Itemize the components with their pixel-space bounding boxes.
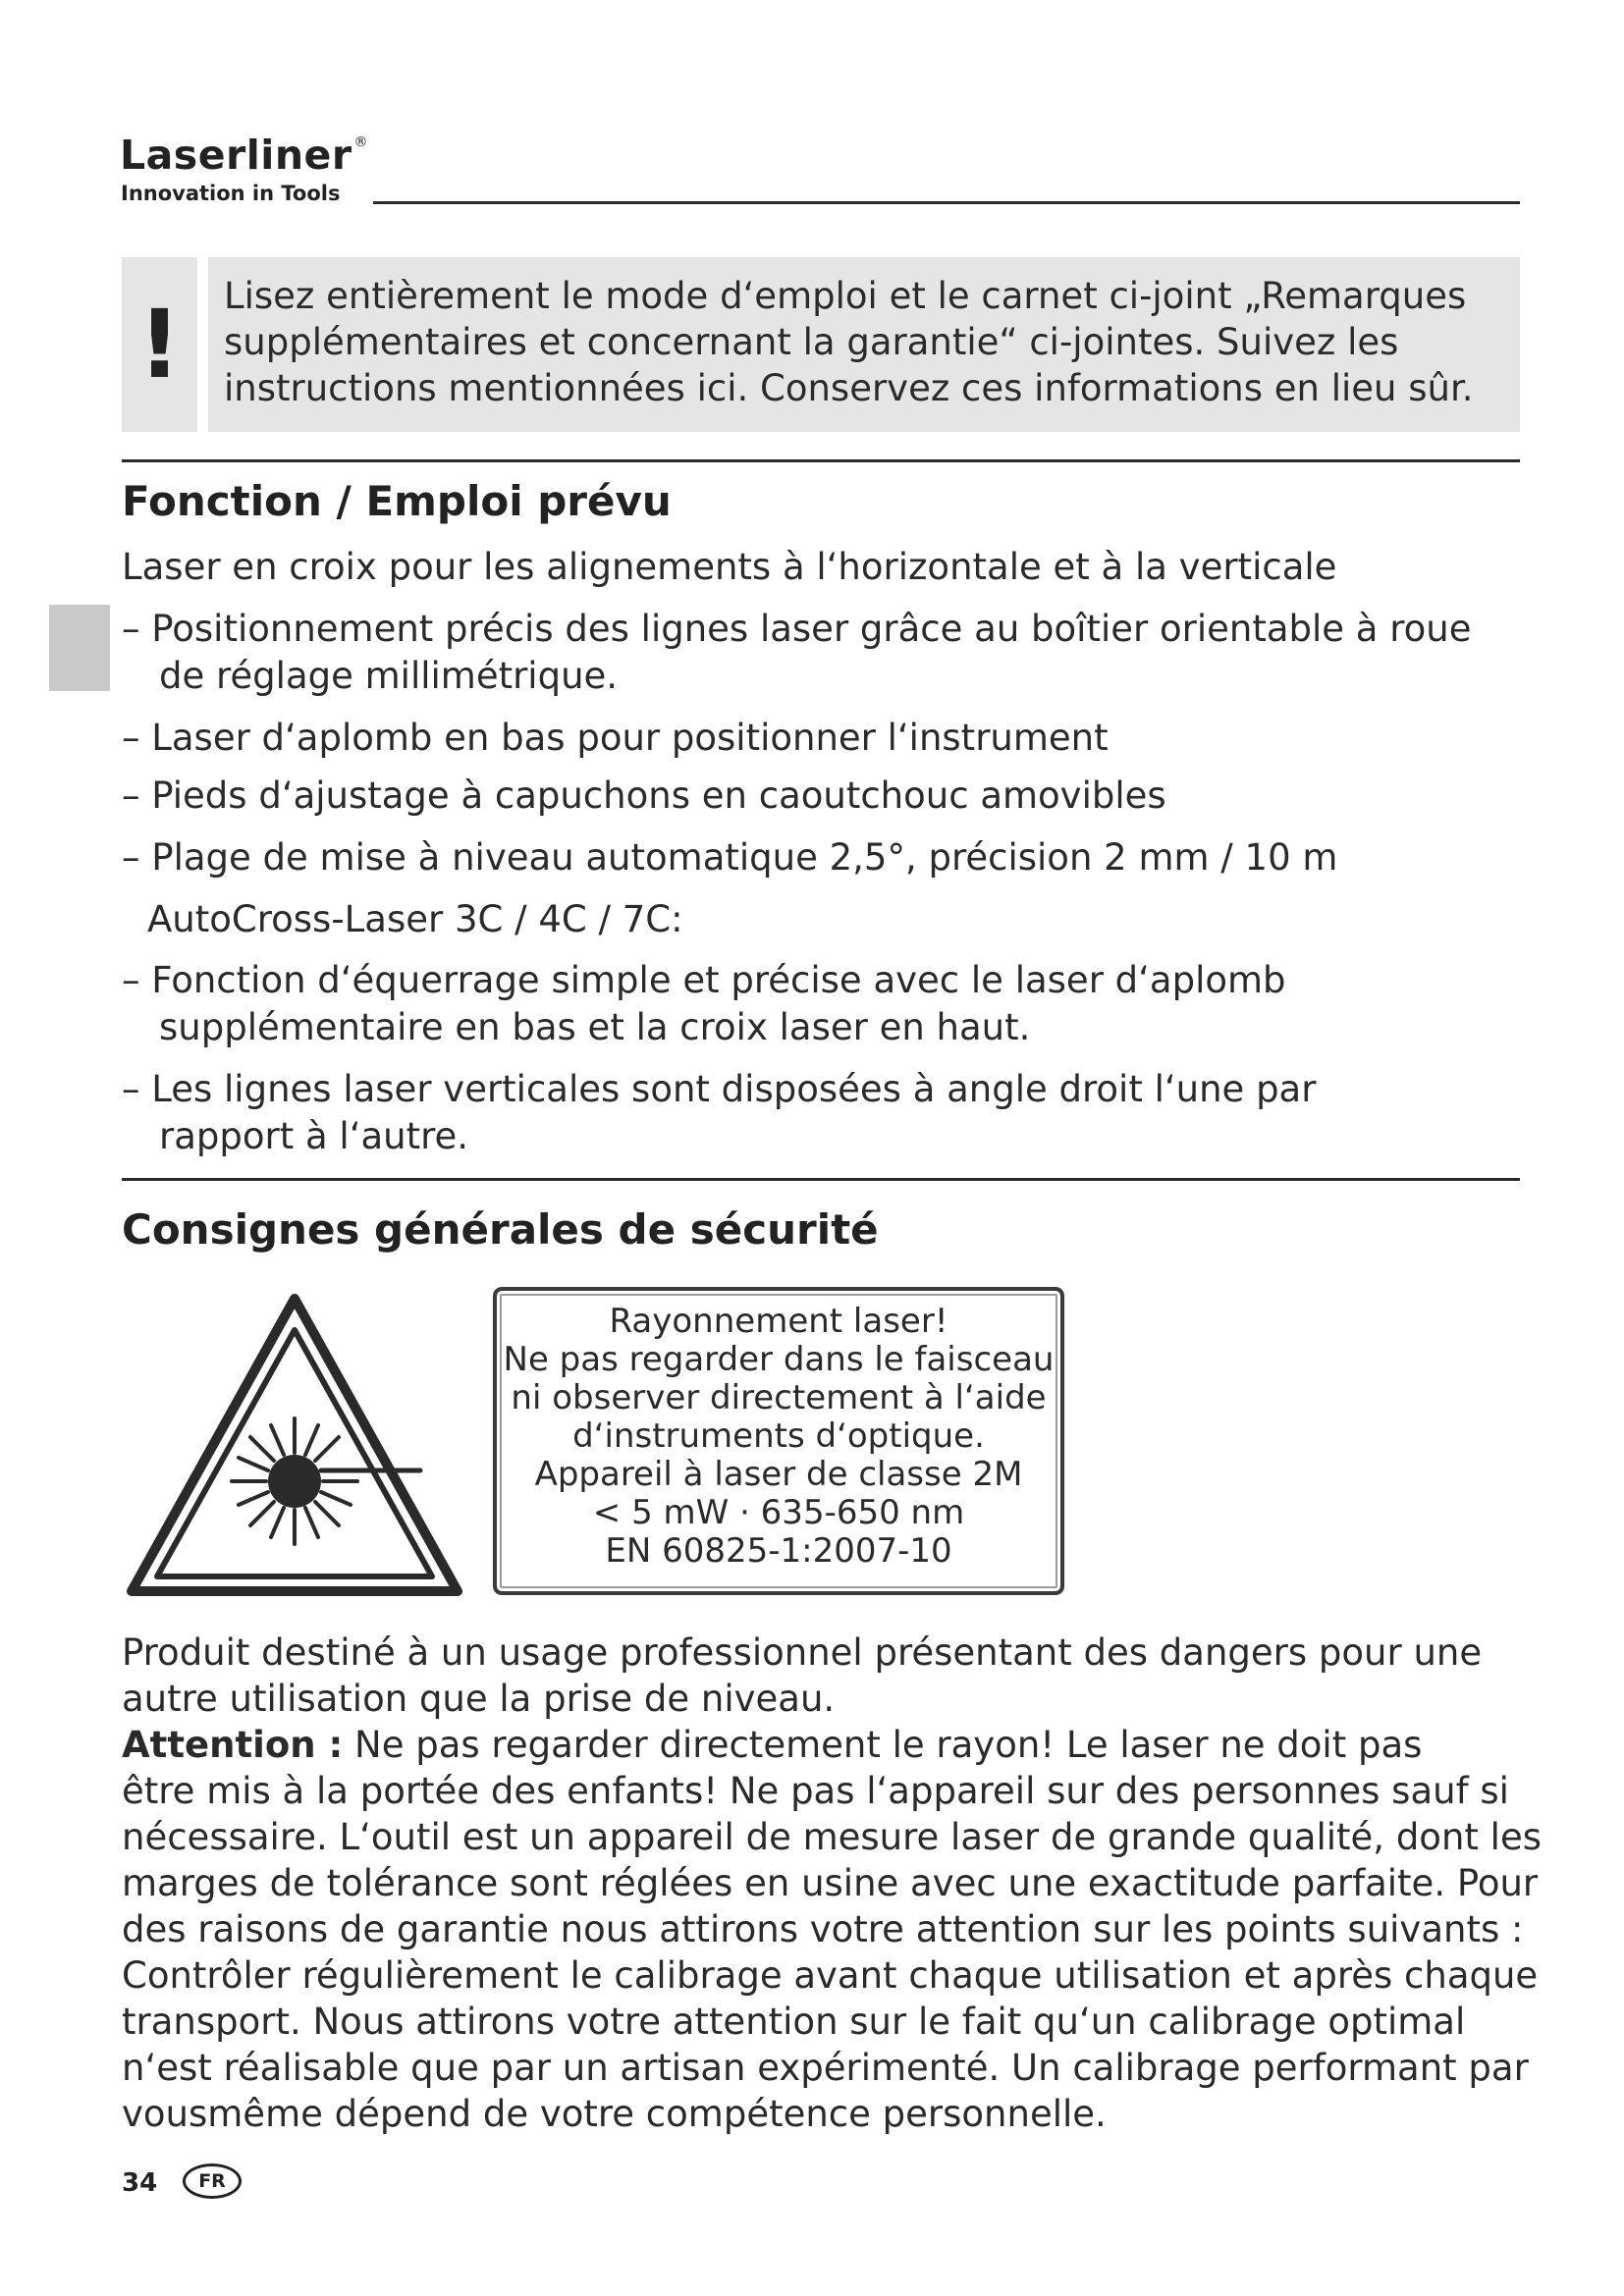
paragraph-line: marges de tolérance sont réglées en usine avec une exactitude parfaite. Pour	[122, 1862, 1539, 1904]
paragraph-line: transport. Nous attirons votre attention sur le fait qu‘un calibrage optimal	[122, 2001, 1466, 2043]
intro-text: Laser en croix pour les alignements à l‘horizontale et à la verticale	[122, 546, 1337, 588]
list-item-continuation: de réglage millimétrique.	[159, 655, 619, 697]
section-rule	[122, 459, 1520, 462]
paragraph-line: des raisons de garantie nous attirons votre attention sur les points suivants :	[122, 1908, 1524, 1950]
list-item: – Positionnement précis des lignes laser grâce au boîtier orientable à roue	[122, 608, 1472, 650]
section-title-function: Fonction / Emploi prévu	[122, 477, 672, 525]
attention-line	[122, 1722, 1526, 1768]
paragraph-line: Contrôler régulièrement le calibrage avant chaque utilisation et après chaque	[122, 1954, 1539, 1997]
laser-warning-icon	[126, 1291, 463, 1599]
warning-line: EN 60825-1:2007-10	[605, 1531, 952, 1571]
page-number: 34	[122, 2168, 158, 2198]
model-subheading: AutoCross-Laser 3C / 4C / 7C:	[147, 898, 683, 940]
side-tab-marker	[49, 605, 110, 691]
warning-line: d‘instruments d‘optique.	[572, 1416, 985, 1456]
section-title-safety: Consignes générales de sécurité	[122, 1205, 879, 1254]
exclamation-icon: !	[137, 290, 182, 400]
paragraph-line: autre utilisation que la prise de niveau.	[122, 1678, 836, 1720]
notice-box	[208, 257, 1520, 432]
list-item-continuation: rapport à l‘autre.	[159, 1115, 469, 1157]
brand-tagline: Innovation in Tools	[121, 182, 341, 205]
attention-label: Attention :	[122, 1724, 344, 1766]
list-item: – Pieds d‘ajustage à capuchons en caoutchouc amovibles	[122, 774, 1166, 817]
paragraph-line: n‘est réalisable que par un artisan expérimenté. Un calibrage performant par	[122, 2047, 1529, 2089]
list-item: – Les lignes laser verticales sont disposées à angle droit l‘une par	[122, 1068, 1317, 1110]
brand-logo	[120, 132, 369, 179]
usage-paragraph	[122, 1629, 1542, 2137]
notice-line: instructions mentionnées ici. Conservez ces informations en lieu sûr.	[224, 367, 1474, 409]
attention-text: Ne pas regarder directement le rayon! Le laser ne doit pas	[343, 1724, 1423, 1766]
warning-line: < 5 mW · 635-650 nm	[592, 1493, 965, 1532]
warning-line: ni observer directement à l‘aide	[511, 1378, 1047, 1417]
notice-line: Lisez entièrement le mode d‘emploi et le carnet ci-joint „Remarques	[224, 275, 1467, 317]
registered-mark: ®	[353, 134, 369, 150]
paragraph-line: Produit destiné à un usage professionnel présentant des dangers pour une	[122, 1631, 1483, 1674]
notice-mark-box	[122, 257, 197, 432]
list-item: – Laser d‘aplomb en bas pour positionner l‘instrument	[122, 717, 1109, 759]
paragraph-line: vousmême dépend de votre compétence personnelle.	[122, 2093, 1107, 2135]
header-rule	[373, 201, 1520, 204]
list-item: – Plage de mise à niveau automatique 2,5°, précision 2 mm / 10 m	[122, 836, 1338, 879]
warning-line: Ne pas regarder dans le faisceau	[503, 1340, 1055, 1379]
paragraph-line: être mis à la portée des enfants! Ne pas l‘appareil sur des personnes sauf si	[122, 1770, 1509, 1812]
notice-line: supplémentaires et concernant la garantie“ ci-jointes. Suivez les	[224, 321, 1399, 363]
language-badge: FR	[183, 2163, 242, 2199]
laser-warning-label	[493, 1287, 1064, 1595]
brand-name: Laserliner	[120, 132, 352, 179]
paragraph-line: nécessaire. L‘outil est un appareil de mesure laser de grande qualité, dont les	[122, 1816, 1542, 1858]
list-item: – Fonction d‘équerrage simple et précise avec le laser d‘aplomb	[122, 959, 1286, 1001]
warning-line: Rayonnement laser!	[609, 1302, 948, 1341]
warning-line: Appareil à laser de classe 2M	[534, 1455, 1023, 1494]
section-rule	[122, 1178, 1520, 1181]
list-item-continuation: supplémentaire en bas et la croix laser en haut.	[159, 1006, 1031, 1048]
